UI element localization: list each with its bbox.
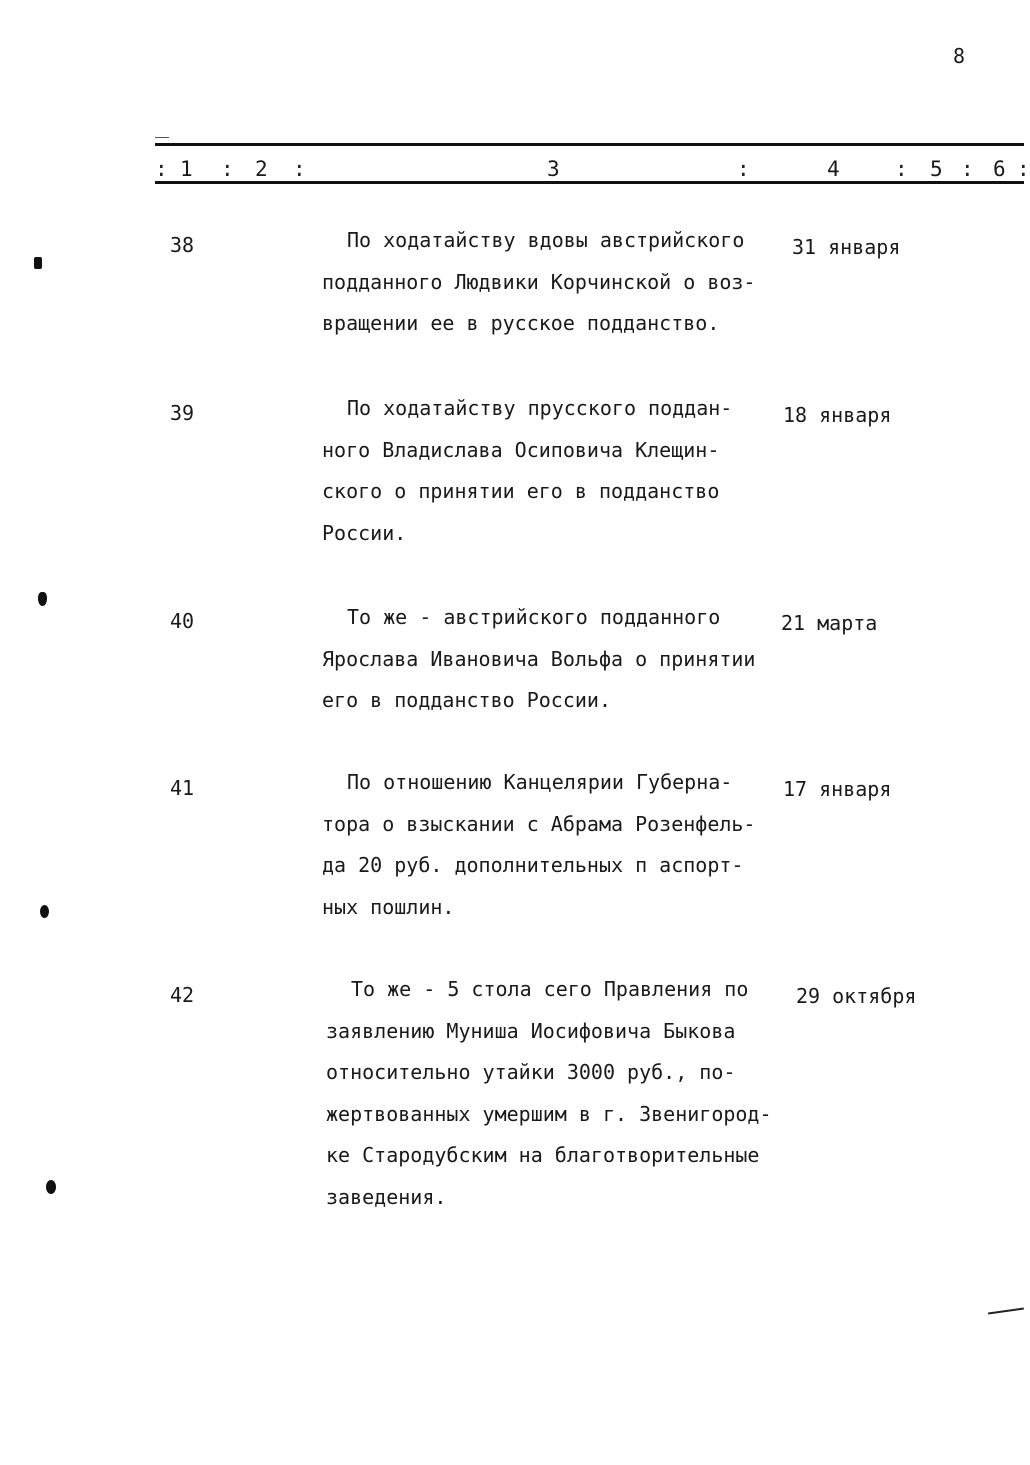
table-header-bottom-rule <box>155 181 1024 184</box>
entry-number: 40 <box>170 609 195 633</box>
column-header-1: 1 <box>180 157 193 181</box>
column-header-6: 6 <box>993 157 1006 181</box>
text-line: То же - 5 стола сего Правления по <box>351 977 749 1001</box>
text-line: ке Стародубским на благотворительные <box>326 1143 760 1167</box>
text-line: То же - австрийского подданного <box>347 605 721 629</box>
top-rule-mark <box>155 137 169 138</box>
text-line: подданного Людвики Корчинской о воз- <box>322 269 756 294</box>
entry-description <box>322 388 792 554</box>
entry-number: 38 <box>170 233 195 257</box>
text-line: ных пошлин. <box>322 894 455 919</box>
text-line: тора о взыскании с Абрама Розенфель- <box>322 811 756 836</box>
text-line: его в подданство России. <box>322 688 611 712</box>
header-separator: : <box>293 157 306 181</box>
text-line: относительно утайки 3000 руб., по- <box>326 1060 736 1084</box>
entry-number: 42 <box>170 983 195 1007</box>
binding-mark <box>38 592 47 606</box>
text-line: России. <box>322 520 407 545</box>
text-line: ского о принятии его в подданство <box>322 479 720 503</box>
text-line: заведения. <box>326 1184 447 1209</box>
entry-date: 17 января <box>783 777 892 801</box>
table-top-rule <box>155 143 1024 146</box>
header-separator: : <box>961 157 974 181</box>
header-separator: : <box>737 157 750 181</box>
entry-description <box>322 762 792 928</box>
binding-mark <box>40 905 49 918</box>
column-header-5: 5 <box>930 157 943 181</box>
entry-description <box>322 220 792 345</box>
entry-description <box>322 597 792 722</box>
text-line: По ходатайству вдовы австрийского <box>347 228 745 252</box>
text-line: вращении ее в русское подданство. <box>322 311 720 335</box>
entry-number: 39 <box>170 401 195 425</box>
edge-mark <box>988 1308 1024 1315</box>
header-separator: : <box>155 157 168 181</box>
entry-number: 41 <box>170 776 195 800</box>
binding-mark <box>46 1180 56 1194</box>
text-line: Ярослава Ивановича Вольфа о принятии <box>322 646 756 671</box>
text-line: жертвованных умершим в г. Звенигород- <box>326 1101 772 1126</box>
text-line: По отношению Канцелярии Губерна- <box>347 770 733 794</box>
text-line: ного Владислава Осиповича Клещин- <box>322 437 720 462</box>
page-number: 8 <box>953 44 966 68</box>
text-line: да 20 руб. дополнительных п аспорт- <box>322 853 744 877</box>
entry-date: 18 января <box>783 403 892 427</box>
entry-description <box>326 969 796 1218</box>
header-separator: : <box>221 157 234 181</box>
binding-mark <box>34 257 42 269</box>
text-line: заявлению Муниша Иосифовича Быкова <box>326 1018 736 1043</box>
table-header-row <box>155 157 1030 181</box>
column-header-4: 4 <box>827 157 840 181</box>
header-separator: : <box>1017 157 1030 181</box>
entry-date: 21 марта <box>781 611 878 635</box>
column-header-2: 2 <box>255 157 268 181</box>
header-separator: : <box>895 157 908 181</box>
text-line: По ходатайству прусского поддан- <box>347 396 733 420</box>
column-header-3: 3 <box>547 157 560 181</box>
entry-date: 29 октября <box>796 984 917 1008</box>
entry-date: 31 января <box>792 235 901 259</box>
